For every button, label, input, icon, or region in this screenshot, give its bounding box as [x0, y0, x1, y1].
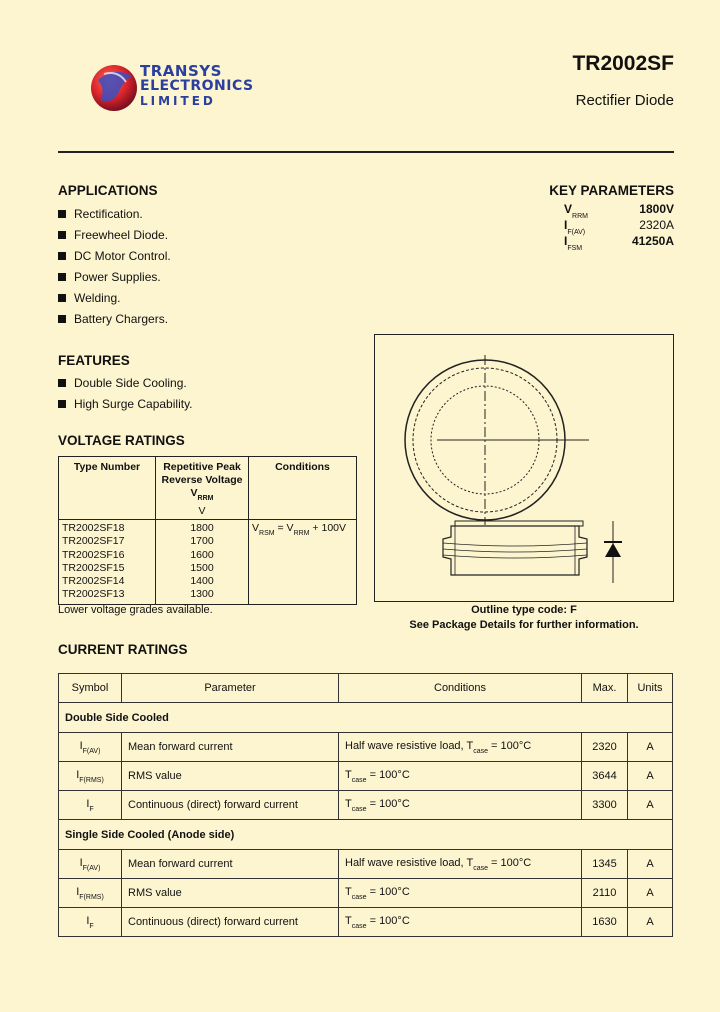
- vr-condition-cell: $V_{RSM} = V_{RRM} + 100V$: [249, 520, 357, 605]
- group-title: Double Side Cooled: [59, 703, 673, 733]
- voltage-ratings-table: [58, 456, 357, 605]
- table-row: $I_{F(RMS)}$ RMS value $T_{case} = 100^\circ C$ 3644 A: [59, 762, 673, 791]
- applications-title: APPLICATIONS: [58, 183, 158, 198]
- table-header: Conditions: [339, 674, 582, 703]
- list-item: Welding.: [58, 291, 171, 312]
- table-cell: TR2002SF17: [62, 535, 125, 548]
- voltage-grades-note: Lower voltage grades available.: [58, 604, 213, 616]
- package-outline-drawing: [374, 334, 674, 602]
- list-item: DC Motor Control.: [58, 249, 171, 270]
- list-item: Rectification.: [58, 207, 171, 228]
- table-header: Max.: [582, 674, 628, 703]
- table-cell: 1500: [190, 561, 214, 574]
- key-parameters-title: KEY PARAMETERS: [549, 183, 674, 198]
- features-title: FEATURES: [58, 353, 130, 368]
- device-description: Rectifier Diode: [575, 92, 674, 109]
- features-list: [58, 376, 193, 418]
- outline-package-caption: See Package Details for further information.: [409, 619, 639, 631]
- table-row: $I_{F(RMS)}$ RMS value $T_{case} = 100^\circ C$ 2110 A: [59, 879, 673, 908]
- logo-line-3: LIMITED: [140, 94, 216, 108]
- key-param-value: 1800V: [639, 202, 674, 216]
- list-item: Battery Chargers.: [58, 312, 171, 333]
- logo-line-1: TRANSYS: [140, 62, 222, 80]
- logo-globe-icon: [88, 60, 140, 116]
- header-divider: [58, 151, 674, 153]
- outline-diagram: [375, 335, 673, 601]
- logo-line-2: ELECTRONICS: [140, 78, 254, 94]
- vr-voltage-column: [156, 520, 249, 605]
- outline-type-caption: Outline type code: F: [471, 604, 577, 616]
- company-logo: [88, 60, 254, 116]
- table-cell: 1800: [190, 522, 214, 534]
- table-cell: TR2002SF16: [62, 548, 125, 561]
- vr-header-type: Type Number: [59, 457, 156, 520]
- table-row: $I_{F(AV)}$ Mean forward current Half wave resistive load, $T_{case} = 100^\circ C$ 2320 A: [59, 733, 673, 762]
- key-param-vrrm: $V_{RRM}$ 1800V: [564, 202, 674, 220]
- table-row: $I_F$ Continuous (direct) forward current $T_{case} = 100^\circ C$ 1630 A: [59, 908, 673, 937]
- table-cell: TR2002SF14: [62, 575, 125, 588]
- table-cell: TR2002SF15: [62, 561, 125, 574]
- table-header: Symbol: [59, 674, 122, 703]
- table-cell: TR2002SF13: [62, 588, 125, 601]
- key-param-ifav: $I_{F(AV)}$ 2320A: [564, 218, 674, 236]
- table-row: $I_{F(AV)}$ Mean forward current Half wave resistive load, $T_{case} = 100^\circ C$ 1345 A: [59, 850, 673, 879]
- group-title: Single Side Cooled (Anode side): [59, 820, 673, 850]
- vr-header-voltage: Repetitive Peak Reverse Voltage $V_{RRM}$ V: [156, 457, 249, 520]
- diode-symbol-icon: [604, 542, 622, 557]
- vr-type-column: [59, 520, 156, 605]
- table-row: $I_F$ Continuous (direct) forward current $T_{case} = 100^\circ C$ 3300 A: [59, 791, 673, 820]
- table-header: Parameter: [122, 674, 339, 703]
- table-cell: TR2002SF18: [62, 522, 125, 534]
- table-header: Units: [628, 674, 673, 703]
- applications-list: [58, 207, 171, 333]
- logo-wordmark: [140, 64, 254, 109]
- key-param-value: 2320A: [639, 218, 674, 232]
- key-param-value: 41250A: [631, 234, 674, 248]
- part-number: TR2002SF: [572, 52, 674, 75]
- table-cell: 1400: [190, 575, 214, 588]
- table-cell: 1600: [190, 548, 214, 561]
- key-param-ifsm: $I_{FSM}$ 41250A: [564, 234, 674, 252]
- list-item: High Surge Capability.: [58, 397, 193, 418]
- list-item: Power Supplies.: [58, 270, 171, 291]
- list-item: Double Side Cooling.: [58, 376, 193, 397]
- table-cell: 1300: [190, 588, 214, 601]
- vr-header-conditions: Conditions: [249, 457, 357, 520]
- voltage-ratings-title: VOLTAGE RATINGS: [58, 433, 185, 448]
- table-cell: 1700: [190, 535, 214, 548]
- current-ratings-table: [58, 673, 673, 937]
- list-item: Freewheel Diode.: [58, 228, 171, 249]
- current-ratings-title: CURRENT RATINGS: [58, 642, 188, 657]
